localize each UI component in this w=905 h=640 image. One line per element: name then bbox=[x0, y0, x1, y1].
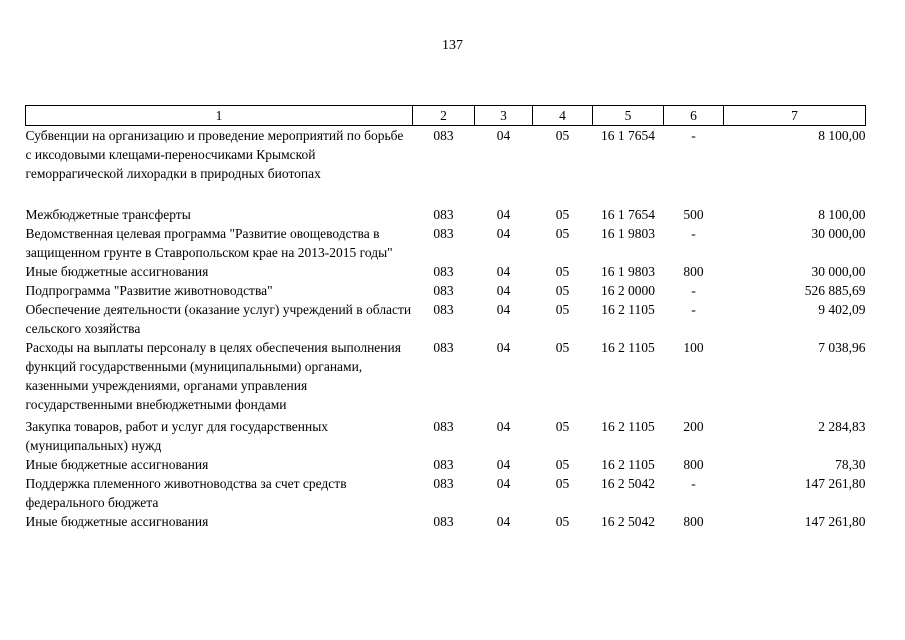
row-expense-type: 800 bbox=[683, 514, 704, 529]
row-subsection-code: 05 bbox=[555, 514, 570, 529]
row-section-code: 04 bbox=[496, 302, 511, 317]
row-target-code: 16 1 9803 bbox=[601, 264, 655, 279]
row-amount: 2 284,83 bbox=[818, 419, 866, 434]
row-amount: 147 261,80 bbox=[804, 476, 866, 491]
row-expense-type: - bbox=[691, 226, 696, 241]
table-row bbox=[26, 126, 866, 184]
column-header-6: 6 bbox=[664, 106, 724, 126]
row-name: Закупка товаров, работ и услуг для государственных (муниципальных) нужд bbox=[25, 419, 329, 453]
row-name: Подпрограмма "Развитие животноводства" bbox=[25, 283, 273, 298]
row-name: Иные бюджетные ассигнования bbox=[25, 457, 209, 472]
row-target-code: 16 2 1105 bbox=[601, 419, 655, 434]
row-amount: 30 000,00 bbox=[811, 226, 866, 241]
row-subsection-code: 05 bbox=[555, 302, 570, 317]
row-expense-type: 200 bbox=[683, 419, 704, 434]
row-ministry-code: 083 bbox=[433, 419, 454, 434]
row-target-code: 16 2 5042 bbox=[601, 476, 655, 491]
row-name: Расходы на выплаты персоналу в целях обеспечения выполнения функций государственными (муниципальными) органами, казенными учреждениями, органами управления государственными внебюджетными фондами bbox=[25, 340, 401, 412]
row-ministry-code: 083 bbox=[433, 264, 454, 279]
page-number: 137 bbox=[442, 38, 463, 53]
row-ministry-code: 083 bbox=[433, 457, 454, 472]
column-header-5: 5 bbox=[593, 106, 664, 126]
table-row bbox=[26, 474, 866, 512]
row-ministry-code: 083 bbox=[433, 207, 454, 222]
row-expense-type: 800 bbox=[683, 457, 704, 472]
row-section-code: 04 bbox=[496, 226, 511, 241]
row-ministry-code: 083 bbox=[433, 128, 454, 143]
table-row bbox=[26, 338, 866, 414]
row-section-code: 04 bbox=[496, 419, 511, 434]
row-expense-type: 100 bbox=[683, 340, 704, 355]
table-row bbox=[26, 262, 866, 281]
row-section-code: 04 bbox=[496, 476, 511, 491]
row-expense-type: - bbox=[691, 476, 696, 491]
row-name: Субвенции на организацию и проведение мероприятий по борьбе с иксодовыми клещами-переносчиками Крымской геморрагической лихорадки в природных биотопах bbox=[25, 128, 404, 181]
row-target-code: 16 2 1105 bbox=[601, 340, 655, 355]
row-subsection-code: 05 bbox=[555, 476, 570, 491]
column-header-7: 7 bbox=[724, 106, 866, 126]
column-header-1: 1 bbox=[26, 106, 413, 126]
row-expense-type: - bbox=[691, 302, 696, 317]
row-name: Обеспечение деятельности (оказание услуг) учреждений в области сельского хозяйства bbox=[25, 302, 412, 336]
row-name: Иные бюджетные ассигнования bbox=[25, 264, 209, 279]
row-subsection-code: 05 bbox=[555, 457, 570, 472]
table-row bbox=[26, 183, 866, 224]
row-target-code: 16 1 7654 bbox=[601, 128, 655, 143]
table-row bbox=[26, 512, 866, 531]
row-expense-type: - bbox=[691, 283, 696, 298]
row-ministry-code: 083 bbox=[433, 283, 454, 298]
budget-table bbox=[25, 105, 866, 531]
row-subsection-code: 05 bbox=[555, 128, 570, 143]
row-section-code: 04 bbox=[496, 283, 511, 298]
row-ministry-code: 083 bbox=[433, 226, 454, 241]
table-header-row bbox=[26, 106, 866, 126]
row-section-code: 04 bbox=[496, 457, 511, 472]
row-subsection-code: 05 bbox=[555, 340, 570, 355]
row-section-code: 04 bbox=[496, 340, 511, 355]
row-subsection-code: 05 bbox=[555, 264, 570, 279]
row-section-code: 04 bbox=[496, 128, 511, 143]
row-subsection-code: 05 bbox=[555, 283, 570, 298]
row-name: Ведомственная целевая программа "Развитие овощеводства в защищенном грунте в Ставропольском крае на 2013-2015 годы" bbox=[25, 226, 393, 260]
row-amount: 8 100,00 bbox=[818, 207, 866, 222]
row-subsection-code: 05 bbox=[555, 419, 570, 434]
row-target-code: 16 2 1105 bbox=[601, 302, 655, 317]
column-header-4: 4 bbox=[533, 106, 593, 126]
row-section-code: 04 bbox=[496, 264, 511, 279]
row-name: Межбюджетные трансферты bbox=[25, 207, 191, 222]
table-row bbox=[26, 281, 866, 300]
table-row bbox=[26, 300, 866, 338]
row-target-code: 16 2 5042 bbox=[601, 514, 655, 529]
row-target-code: 16 2 0000 bbox=[601, 283, 655, 298]
row-expense-type: 800 bbox=[683, 264, 704, 279]
row-amount: 8 100,00 bbox=[818, 128, 866, 143]
row-amount: 9 402,09 bbox=[818, 302, 866, 317]
row-ministry-code: 083 bbox=[433, 302, 454, 317]
column-header-3: 3 bbox=[475, 106, 533, 126]
table-row bbox=[26, 455, 866, 474]
row-expense-type: 500 bbox=[683, 207, 704, 222]
row-subsection-code: 05 bbox=[555, 226, 570, 241]
row-target-code: 16 1 9803 bbox=[601, 226, 655, 241]
column-header-2: 2 bbox=[413, 106, 475, 126]
row-amount: 78,30 bbox=[835, 457, 866, 472]
row-ministry-code: 083 bbox=[433, 476, 454, 491]
row-ministry-code: 083 bbox=[433, 340, 454, 355]
row-target-code: 16 2 1105 bbox=[601, 457, 655, 472]
row-ministry-code: 083 bbox=[433, 514, 454, 529]
row-name: Поддержка племенного животноводства за счет средств федерального бюджета bbox=[25, 476, 347, 510]
row-name: Иные бюджетные ассигнования bbox=[25, 514, 209, 529]
row-amount: 7 038,96 bbox=[818, 340, 866, 355]
row-expense-type: - bbox=[691, 128, 696, 143]
table-row bbox=[26, 414, 866, 455]
table-row bbox=[26, 224, 866, 262]
row-amount: 147 261,80 bbox=[804, 514, 866, 529]
row-subsection-code: 05 bbox=[555, 207, 570, 222]
row-section-code: 04 bbox=[496, 207, 511, 222]
row-amount: 30 000,00 bbox=[811, 264, 866, 279]
row-target-code: 16 1 7654 bbox=[601, 207, 655, 222]
row-amount: 526 885,69 bbox=[804, 283, 866, 298]
row-section-code: 04 bbox=[496, 514, 511, 529]
